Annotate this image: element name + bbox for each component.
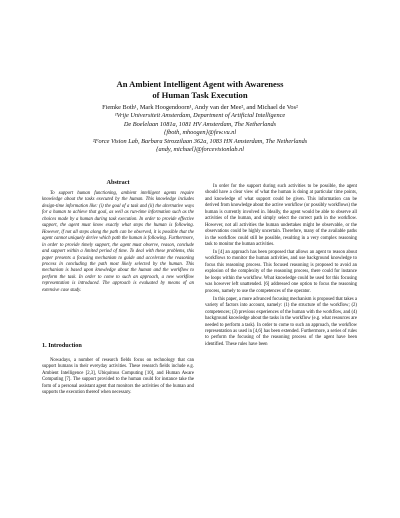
affiliation-line: De Boelelaan 1081a, 1081 HV Amsterdam, The Netherlands bbox=[123, 120, 277, 128]
abstract-heading: Abstract bbox=[106, 179, 130, 186]
title-line: An Ambient Intelligent Agent with Awareness bbox=[116, 79, 284, 89]
body-paragraph: In order for the support during such activities to be possible, the agent should have a clear view of what the human is doing at particular time points, and knowledge of what support could be given. This information can be derived from knowledge about the active workflow (or possibly workflows) the human is currently involved in. Ideally, the agent would be able to observe all activities of the human, and simply select the correct path in the workflow. However, not all activities the human undertakes might be observable, or the observations could be highly uncertain. Therefore, many of the available paths in the workflow could still be possible, resulting in a very complex reasoning task to monitor the human activities. bbox=[205, 184, 357, 248]
affiliation-line: ¹Vrije Universiteit Amsterdam, Department of Artificial Intelligence bbox=[114, 112, 286, 120]
affiliation-line: ²Force Vision Lab, Barbara Strozzilaan 362a, 1083 HN Amsterdam, The Netherlands bbox=[92, 137, 308, 145]
abstract-body bbox=[42, 191, 194, 294]
author-block bbox=[0, 104, 400, 154]
email-line: {andy, michael}@forcevisionlab.nl bbox=[155, 146, 245, 154]
abstract-paragraph: To support human functioning, ambient intelligent agents require knowledge about the tasks executed by the human. This knowledge includes design-time information like: (i) the goal of a task and (ii) the alternative ways for a human to achieve that goal, as well as run-time information such as the choices made by a human during task execution. In order to provide effective support, the agent must know exactly what steps the human is following. However, if not all steps along the path can be observed, it is possible that the agent cannot uniquely derive which path the human is following. Furthermore, in order to provide timely support, the agent must observe, reason, conclude and support within a limited period of time. To deal with these problems, this paper presents a focusing mechanism to guide and accelerate the reasoning process in concluding the path most likely selected by the human. This mechanism is based upon knowledge about the human and the workflow to perform the task. In order to come to such an approach, a new workflow representation is introduced. The approach is evaluated by means of an extensive case study. bbox=[42, 191, 194, 293]
intro-column bbox=[42, 358, 194, 397]
email-line: {fboth, mhoogen}@few.vu.nl bbox=[163, 129, 237, 137]
body-paragraph: In this paper, a more advanced focusing mechanism is proposed that takes a variety of factors into account, namely: (1) the structure of the workflow; (2) competences; (3) previous experiences of the human with the workflow, and (4) background knowledge about the tasks in the workflow (e.g. what resources are needed to perform a task). In order to come to such an approach, the workflow representation as used in [4,6] has been extended. Furthermore, a series of rules to perform the focusing of the reasoning process of the agent have been identified. These rules have been bbox=[205, 296, 357, 347]
body-paragraph: In [4] an approach has been proposed that allows an agent to reason about workflows to monitor the human activities, and use background knowledge to focus this reasoning process. This focused reasoning is proposed to avoid an explosion of the complexity of the reasoning process, there could for instance be loops within the workflow. What knowledge could be used for this focusing was however left unattended. [6] addressed one option to focus the reasoning process, namely to use the competences of the operator. bbox=[205, 250, 357, 294]
right-column bbox=[205, 184, 357, 348]
intro-paragraph: Nowadays, a number of research fields focus on technology that can support humans in their everyday activities. These research fields include e.g. Ambient Intelligence [2,3], Ubiquitous Computing [10], and Human Aware Computing [7]. The support provided to the human could for instance take the form of a personal assistant agent that monitors the activities of the human and supports the execution thereof when necessary. bbox=[42, 358, 194, 396]
paper-title bbox=[0, 79, 400, 101]
section-heading: 1. Introduction bbox=[42, 342, 82, 349]
author-names: Fiemke Both¹, Mark Hoogendoorn¹, Andy van der Mee², and Michael de Vos² bbox=[102, 104, 298, 111]
title-line: of Human Task Execution bbox=[152, 90, 248, 100]
